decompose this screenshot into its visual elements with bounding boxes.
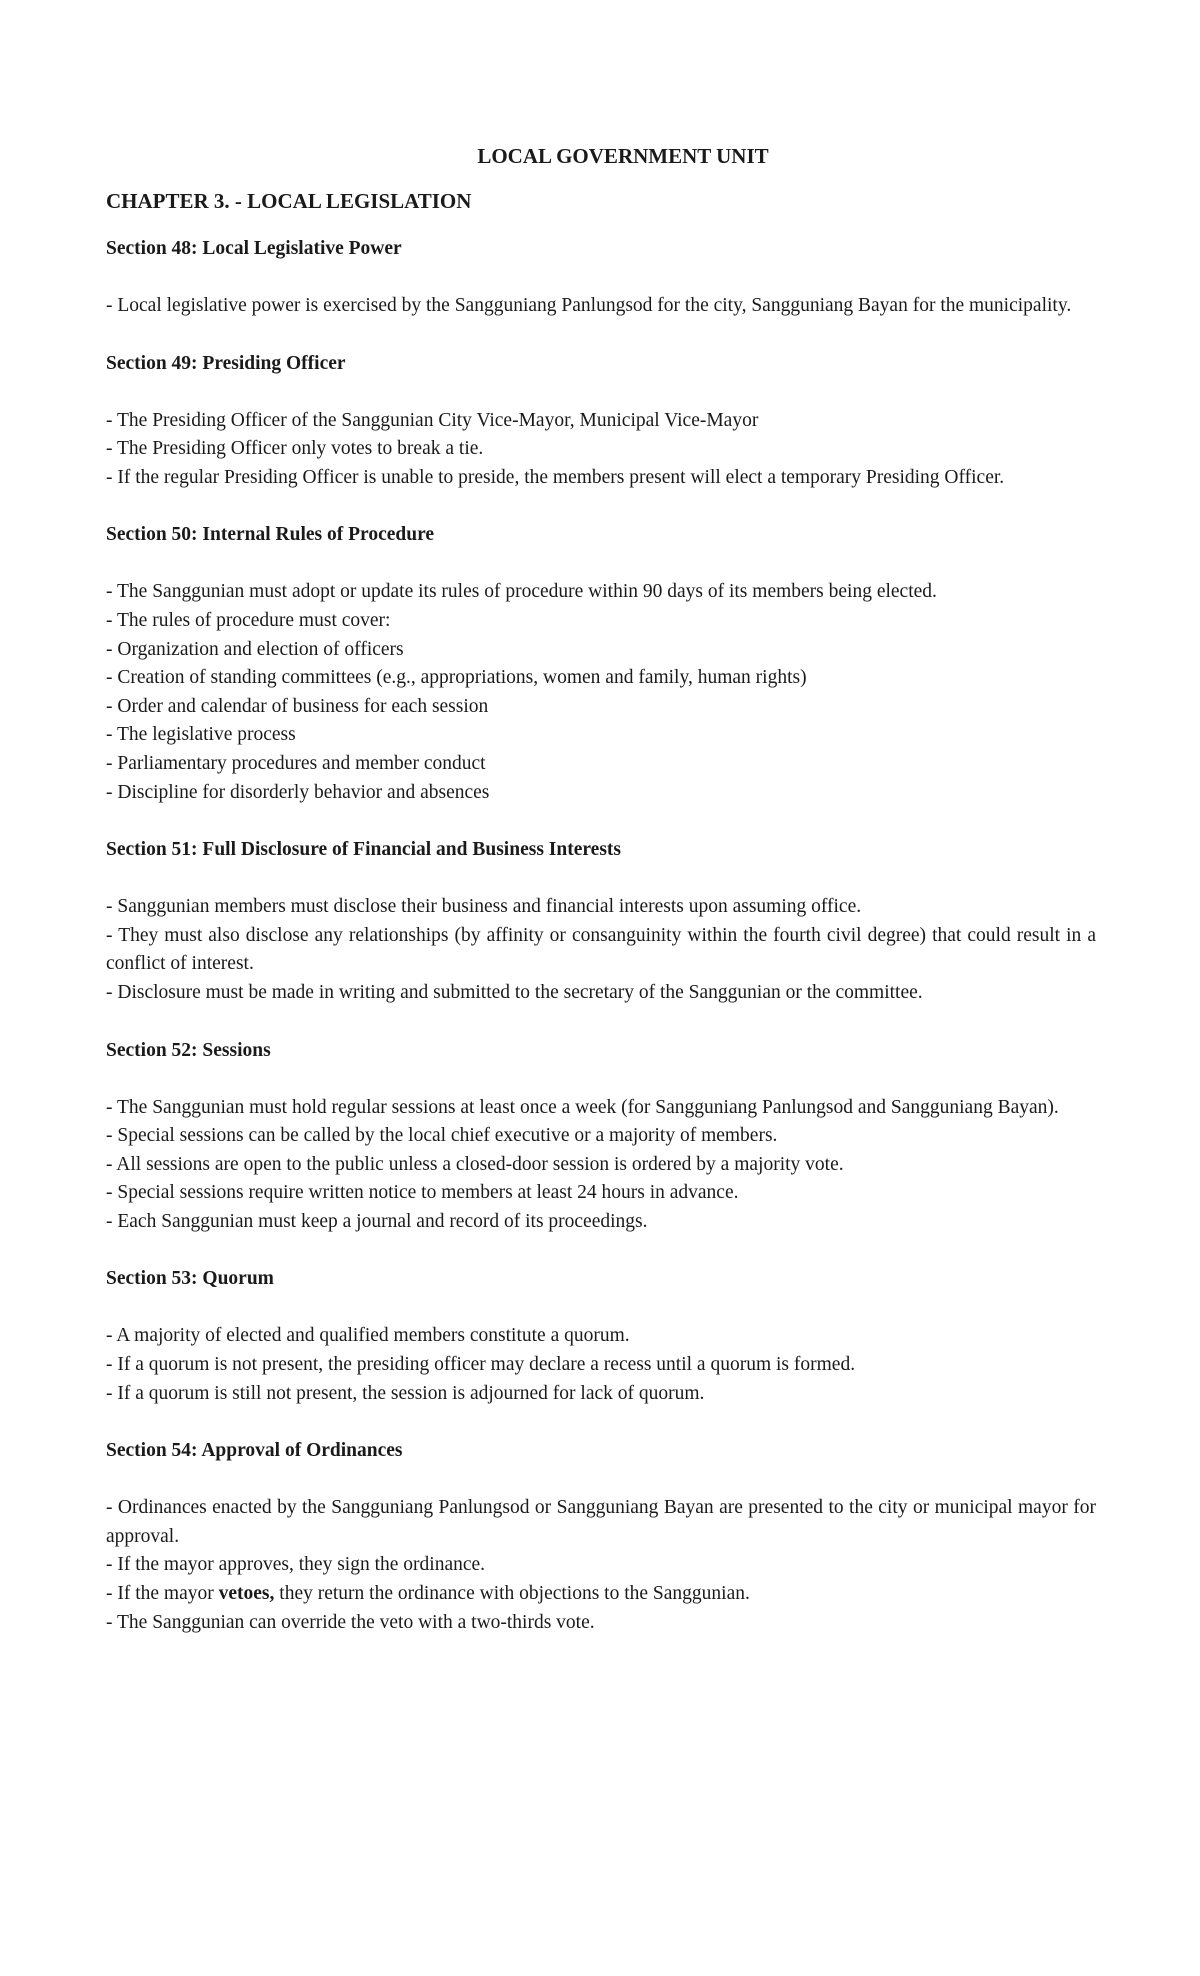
section-53 (106, 1266, 1096, 1408)
section-48 (106, 236, 1096, 321)
chapter-heading: CHAPTER 3. - LOCAL LEGISLATION (106, 189, 472, 213)
line-text-before: - If the mayor (106, 1583, 219, 1605)
section-line: - Special sessions require written notice to members at least 24 hours in advance. (106, 1182, 739, 1204)
section-line: - If the regular Presiding Officer is unable to preside, the members present will elect a temporary Presiding Officer. (106, 466, 1005, 488)
section-52 (106, 1038, 1096, 1237)
section-line: - Disclosure must be made in writing and submitted to the secretary of the Sanggunian or the committee. (106, 981, 923, 1003)
section-line: - Order and calendar of business for each session (106, 695, 489, 717)
section-54 (106, 1438, 1096, 1637)
section-line: - If a quorum is not present, the presiding officer may declare a recess until a quorum is formed. (106, 1354, 856, 1376)
section-line: - Sanggunian members must disclose their business and financial interests upon assuming office. (106, 896, 862, 918)
section-line: - The Sanggunian must hold regular sessions at least once a week (for Sangguniang Panlungsod and Sangguniang Bayan). (106, 1096, 1059, 1118)
section-line: - The Sanggunian must adopt or update its rules of procedure within 90 days of its members being elected. (106, 581, 937, 603)
section-line: - Special sessions can be called by the local chief executive or a majority of members. (106, 1125, 778, 1147)
section-line-veto (106, 1580, 1096, 1609)
bold-term-vetoes: vetoes, (218, 1583, 275, 1605)
section-heading: Section 53: Quorum (106, 1268, 274, 1290)
section-heading: Section 48: Local Legislative Power (106, 238, 402, 259)
section-line: - If the mayor approves, they sign the ordinance. (106, 1554, 486, 1576)
section-line: - The Presiding Officer only votes to break a tie. (106, 438, 484, 460)
section-line: - Local legislative power is exercised by the Sangguniang Panlungsod for the city, Sangguniang Bayan for the municipality. (106, 295, 1072, 316)
section-line: - Discipline for disorderly behavior and absences (106, 781, 490, 803)
section-heading: Section 54: Approval of Ordinances (106, 1440, 403, 1462)
section-line: - A majority of elected and qualified members constitute a quorum. (106, 1325, 630, 1347)
section-line: - Parliamentary procedures and member conduct (106, 752, 486, 774)
section-line: - The Presiding Officer of the Sanggunian City Vice-Mayor, Municipal Vice-Mayor (106, 409, 759, 431)
section-line: - The Sanggunian can override the veto with a two-thirds vote. (106, 1611, 595, 1633)
section-line: - They must also disclose any relationships (by affinity or consanguinity within the fourth civil degree) that could result in a conflict of interest. (106, 924, 1096, 975)
section-line: - Creation of standing committees (e.g., appropriations, women and family, human rights) (106, 667, 807, 689)
section-line: - Ordinances enacted by the Sangguniang Panlungsod or Sangguniang Bayan are presented to the city or municipal mayor for approval. (106, 1497, 1096, 1547)
section-line: - Organization and election of officers (106, 638, 404, 660)
section-heading: Section 50: Internal Rules of Procedure (106, 524, 435, 546)
document-page (106, 142, 1096, 1667)
section-line: - All sessions are open to the public unless a closed-door session is ordered by a majority vote. (106, 1153, 844, 1175)
section-51 (106, 837, 1096, 1007)
line-text-after: they return the ordinance with objections to the Sanggunian. (274, 1583, 750, 1605)
section-line: - The rules of procedure must cover: (106, 609, 391, 631)
section-heading: Section 49: Presiding Officer (106, 352, 346, 374)
section-heading: Section 51: Full Disclosure of Financial and Business Interests (106, 839, 621, 861)
section-49 (106, 351, 1096, 493)
section-line: - If a quorum is still not present, the session is adjourned for lack of quorum. (106, 1382, 705, 1404)
section-line: - The legislative process (106, 724, 296, 746)
section-50 (106, 522, 1096, 807)
section-heading: Section 52: Sessions (106, 1039, 271, 1061)
document-title: LOCAL GOVERNMENT UNIT (477, 144, 769, 168)
section-line: - Each Sanggunian must keep a journal and record of its proceedings. (106, 1210, 648, 1232)
